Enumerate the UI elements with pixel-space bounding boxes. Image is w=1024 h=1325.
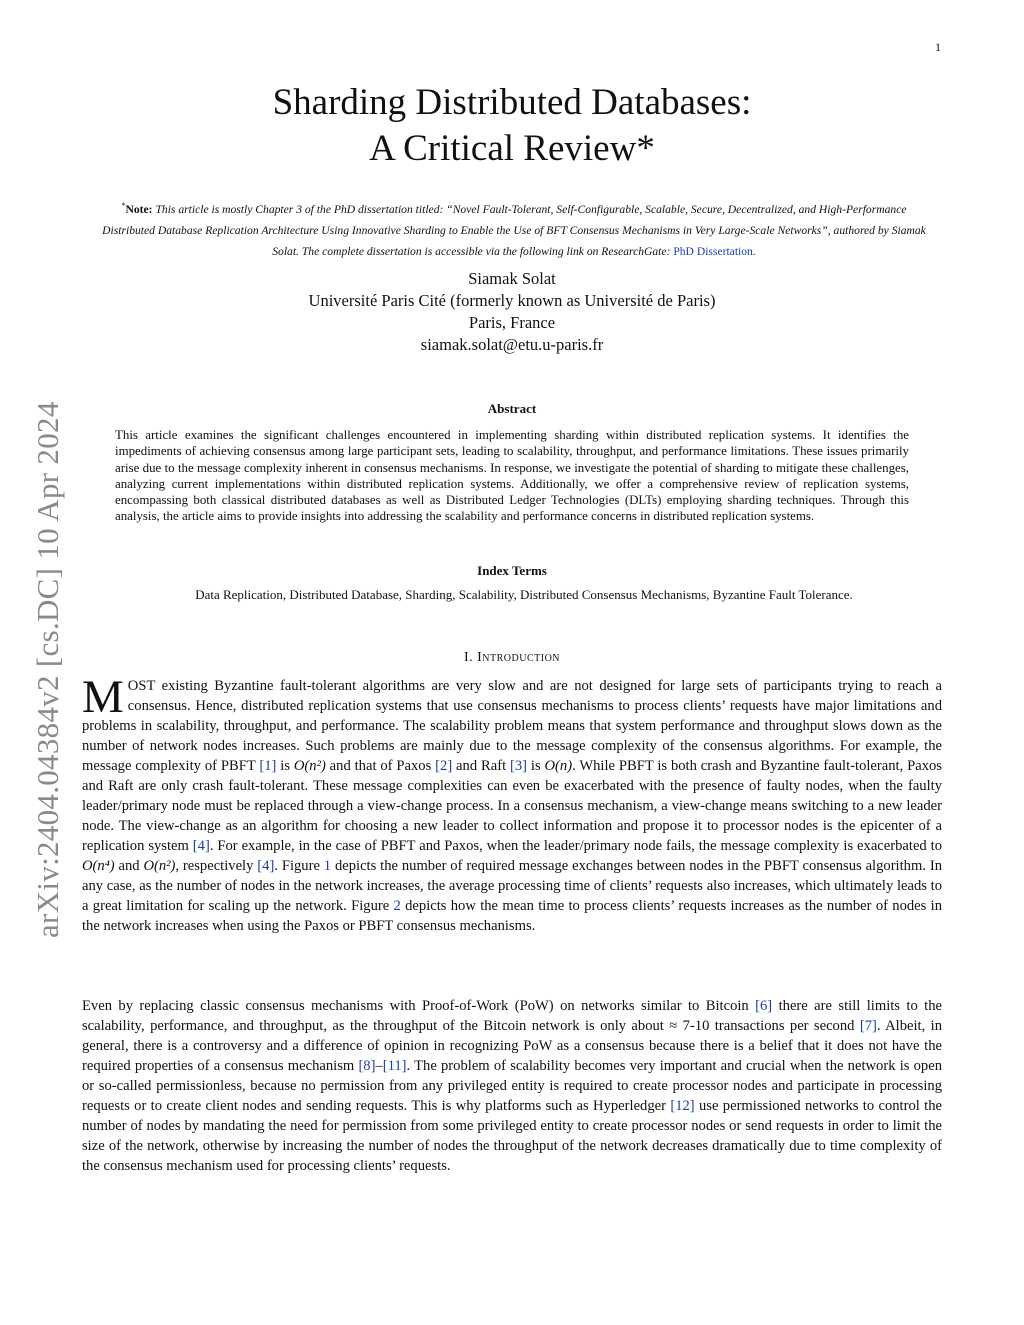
paper-title (0, 80, 1024, 172)
citation-link[interactable]: [1] (259, 758, 277, 774)
intro-text: , respectively (175, 858, 258, 874)
dissertation-link[interactable]: PhD Dissertation (673, 244, 753, 258)
citation-link[interactable]: [7] (859, 1018, 877, 1034)
author-email: siamak.solat@etu.u-paris.fr (420, 335, 604, 354)
abstract-text: This article examines the significant challenges encountered in implementing sharding within distributed replication systems. It identifies the impediments of achieving consensus among large participant sets, leading to scalability, throughput, and performance limitations. These issues primarily arise due to the message complexity inherent in consensus mechanisms. In response, we investigate the potential of sharding to mitigate these challenges, analyzing current implementations within distributed replication systems. Additionally, we offer a comprehensive review of replication systems, encompassing both classical distributed databases as well as Distributed Ledger Technologies (DLTs) employing sharding techniques. Through this analysis, the article aims to provide insights into addressing the scalability and performance concerns in distributed replication systems. (115, 428, 909, 524)
intro-text: and that of Paxos (325, 758, 436, 774)
citation-link[interactable]: [12] (670, 1098, 695, 1114)
para-text: – (375, 1058, 383, 1074)
citation-link[interactable]: [11] (382, 1058, 407, 1074)
figure-link[interactable]: 1 (323, 858, 332, 874)
author-affiliation: Université Paris Cité (formerly known as Université de Paris) (308, 291, 716, 310)
author-location: Paris, France (468, 313, 556, 332)
intro-text: depicts the number of required message exchanges between nodes in the PBFT consensus algorithm. In any case, as the number of nodes in the network increases, the average processing time of clients’ requests also increases, which ultimately leads to a great limitation for scaling up the network. Figure (82, 858, 942, 914)
intro-text: depicts how the mean time to process clients’ requests increases as the number of nodes in the network increases when using the Paxos or PBFT consensus mechanisms. (82, 898, 942, 934)
index-terms-text: Data Replication, Distributed Database, Sharding, Scalability, Distributed Consensus Mechanisms, Byzantine Fault Tolerance. (195, 587, 853, 602)
title-line-2: A Critical Review* (369, 128, 655, 169)
citation-link[interactable]: [8] (358, 1058, 376, 1074)
abstract-heading: Abstract (487, 401, 537, 416)
intro-text: and Raft (452, 758, 510, 774)
para-text: Even by replacing classic consensus mechanisms with Proof-of-Work (PoW) on networks similar to Bitcoin (82, 998, 756, 1014)
intro-text: . Figure (274, 858, 324, 874)
section-heading (0, 650, 1024, 666)
citation-link[interactable]: [2] (435, 758, 453, 774)
note-label: Note: (125, 202, 153, 216)
index-terms-heading: Index Terms (477, 563, 547, 578)
math-expression: O(n⁴) (82, 858, 115, 874)
citation-link[interactable]: [4] (257, 858, 275, 874)
intro-text: is (527, 758, 545, 774)
drop-cap: M (82, 671, 124, 723)
math-expression: O(n²) (143, 858, 176, 874)
arxiv-stamp: arXiv:2404.04384v2 [cs.DC] 10 Apr 2024 (30, 401, 65, 938)
citation-link[interactable]: [3] (510, 758, 528, 774)
intro-text: . For example, in the case of PBFT and Paxos, when the leader/primary node fails, the message complexity is exacerbated to (209, 838, 942, 854)
second-paragraph (82, 996, 942, 1176)
intro-text: is (276, 758, 294, 774)
footnote-note (96, 195, 932, 262)
para-text: . Albeit, in general, there is a controversy and a difference of opinion in recognizing PoW as a consensus because there is a belief that it does not have the required properties of a consensus mechanism (82, 1018, 942, 1074)
author-block (0, 268, 1024, 356)
note-text: This article is mostly Chapter 3 of the PhD dissertation titled: “Novel Fault-Tolerant, Self-Configurable, Scalable, Secure, Decentralized, and High-Performance Distributed Database Replication Architecture Using Innovative Sharding to Enable the Use of BFT Consensus Mechanisms in Very Large-Scale Networks”, authored by Siamak Solat. The complete dissertation is accessible via the following link on ResearchGate: (102, 202, 926, 258)
section-title: Introduction (477, 650, 561, 665)
intro-text: and (114, 858, 144, 874)
intro-text: . While PBFT is both crash and Byzantine fault-tolerant, Paxos and Raft are only crash fault-tolerant. These message complexities can even be exacerbated with the presence of faulty nodes, when the faulty leader/primary node must be replaced through a view-change process. In a consensus mechanism, a view-change means switching to a new leader node. The view-change as an algorithm for choosing a new leader to collect information and propose it to processor nodes is the epicenter of a replication system (82, 758, 942, 854)
title-line-1: Sharding Distributed Databases: (272, 82, 752, 123)
note-end: . (752, 244, 756, 258)
figure-link[interactable]: 2 (393, 898, 401, 914)
page-number: 1 (935, 40, 941, 54)
math-expression: O(n) (544, 758, 573, 774)
citation-link[interactable]: [4] (192, 838, 210, 854)
intro-text: OST existing Byzantine fault-tolerant algorithms are very slow and are not designed for large sets of participants trying to reach a consensus. Hence, distributed replication systems that use consensus mechanisms to process clients’ requests have major limitations and problems in scalability, throughput, and performance. The scalability problem means that system performance and throughput slows down as the number of network nodes increases. Such problems are mainly due to the message complexity of the consensus algorithms. For example, the message complexity of PBFT (82, 678, 942, 774)
section-number: I. (463, 650, 474, 665)
math-expression: O(n²) (293, 758, 326, 774)
para-text: there are still limits to the scalability, performance, and throughput, as the throughput of the Bitcoin network is only about ≈ 7-10 transactions per second (82, 998, 942, 1034)
para-text: use permissioned networks to control the number of nodes by mandating the need for permission from some privileged entity to create processor nodes or send requests in order to limit the size of the network, otherwise by increasing the number of nodes the throughput of the network decreases dramatically due to time complexity of the consensus mechanism used for processing clients’ requests. (82, 1098, 942, 1174)
citation-link[interactable]: [6] (755, 998, 773, 1014)
note-star: * (121, 201, 126, 210)
intro-paragraph (82, 671, 942, 936)
para-text: . The problem of scalability becomes very important and crucial when the network is open or so-called permissionless, because no permission from any privileged entity is required to create processor nodes and participate in processing requests or to create client nodes and sending requests. This is why platforms such as Hyperledger (82, 1058, 942, 1114)
author-name: Siamak Solat (468, 269, 556, 288)
